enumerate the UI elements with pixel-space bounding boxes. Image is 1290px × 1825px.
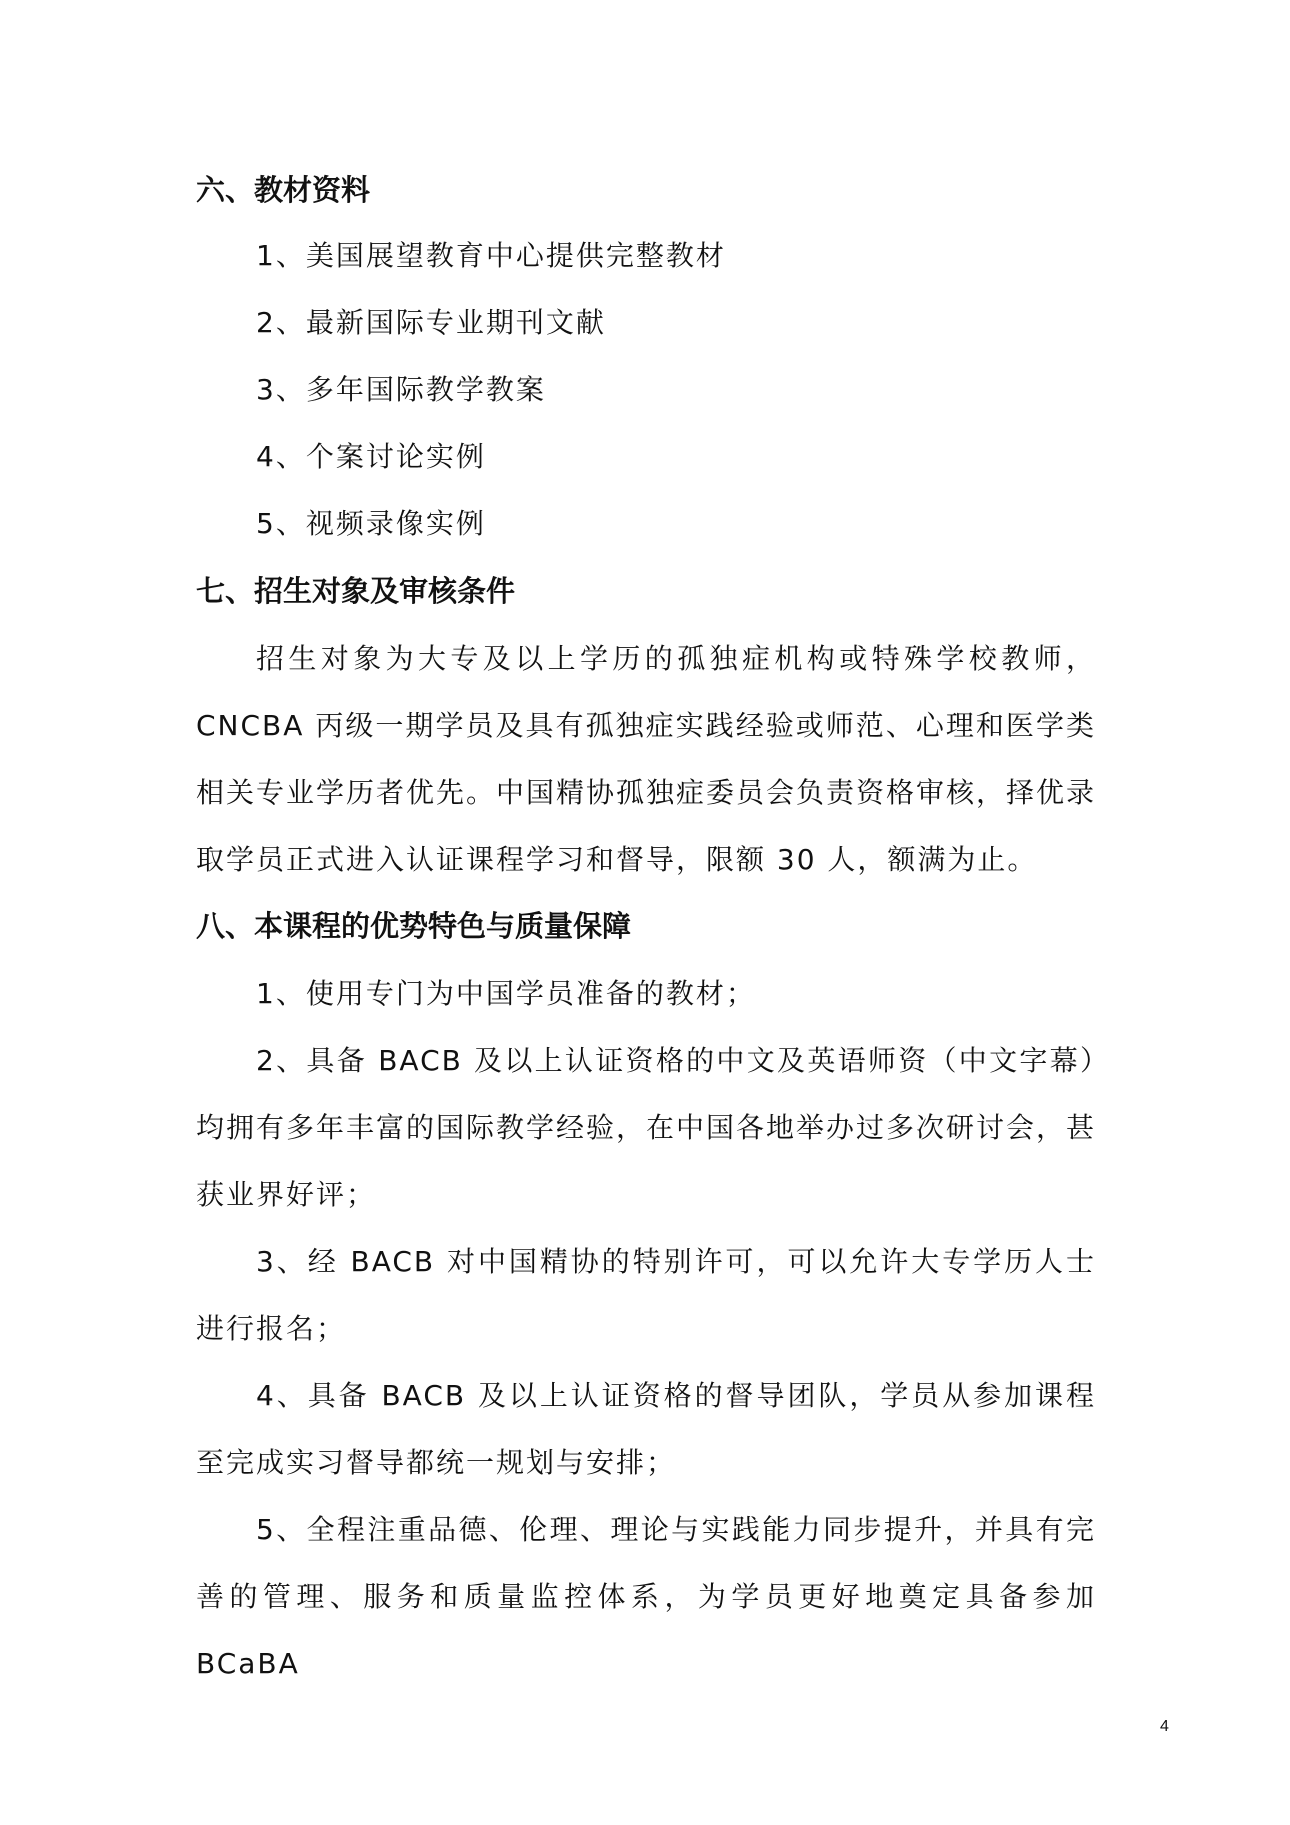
admission-paragraph: 招生对象为大专及以上学历的孤独症机构或特殊学校教师，CNCBA 丙级一期学员及具有孤独症实践经验或师范、心理和医学类相关专业学历者优先。中国精协孤独症委员会负责资格审核，择优录取学员正式进入认证课程学习和督导，限额 30 人，额满为止。 xyxy=(196,642,1097,876)
list-item-text: 2、具备 BACB 及以上认证资格的中文及英语师资（中文字幕）均拥有多年丰富的国际教学经验，在中国各地举办过多次研讨会，甚获业界好评； xyxy=(196,1044,1097,1211)
page-number: 4 xyxy=(1160,1718,1169,1735)
list-item xyxy=(196,1228,1096,1362)
list-item xyxy=(196,437,1096,477)
list-item-text: 3、经 BACB 对中国精协的特别许可，可以允许大专学历人士进行报名； xyxy=(196,1245,1096,1345)
section-heading: 八、本课程的优势特色与质量保障 xyxy=(196,909,632,943)
list-item xyxy=(196,1027,1096,1228)
list-item xyxy=(196,504,1096,544)
list-item-text: 1、美国展望教育中心提供完整教材 xyxy=(256,239,726,272)
list-item-text: 2、最新国际专业期刊文献 xyxy=(256,306,606,339)
list-item-text: 5、视频录像实例 xyxy=(256,507,486,540)
list-item xyxy=(196,1362,1096,1496)
list-item xyxy=(196,960,1096,1027)
list-item xyxy=(196,1496,1096,1697)
list-item-text: 4、具备 BACB 及以上认证资格的督导团队，学员从参加课程至完成实习督导都统一规划与安排； xyxy=(196,1379,1096,1479)
list-item xyxy=(196,370,1096,410)
list-item-text: 1、使用专门为中国学员准备的教材； xyxy=(256,977,756,1010)
section-heading: 七、招生对象及审核条件 xyxy=(196,574,516,608)
section-admission xyxy=(196,571,1096,611)
section-heading: 六、教材资料 xyxy=(196,173,371,207)
list-item xyxy=(196,303,1096,343)
list-item-text: 5、全程注重品德、伦理、理论与实践能力同步提升，并具有完善的管理、服务和质量监控体系，为学员更好地奠定具备参加 BCaBA xyxy=(196,1513,1096,1680)
section-advantages xyxy=(196,906,1096,946)
admission-paragraph-block xyxy=(196,625,1096,893)
list-item xyxy=(196,236,1096,276)
list-item-text: 3、多年国际教学教案 xyxy=(256,373,546,406)
list-item-text: 4、个案讨论实例 xyxy=(256,440,486,473)
section-teaching-materials xyxy=(196,170,1096,210)
